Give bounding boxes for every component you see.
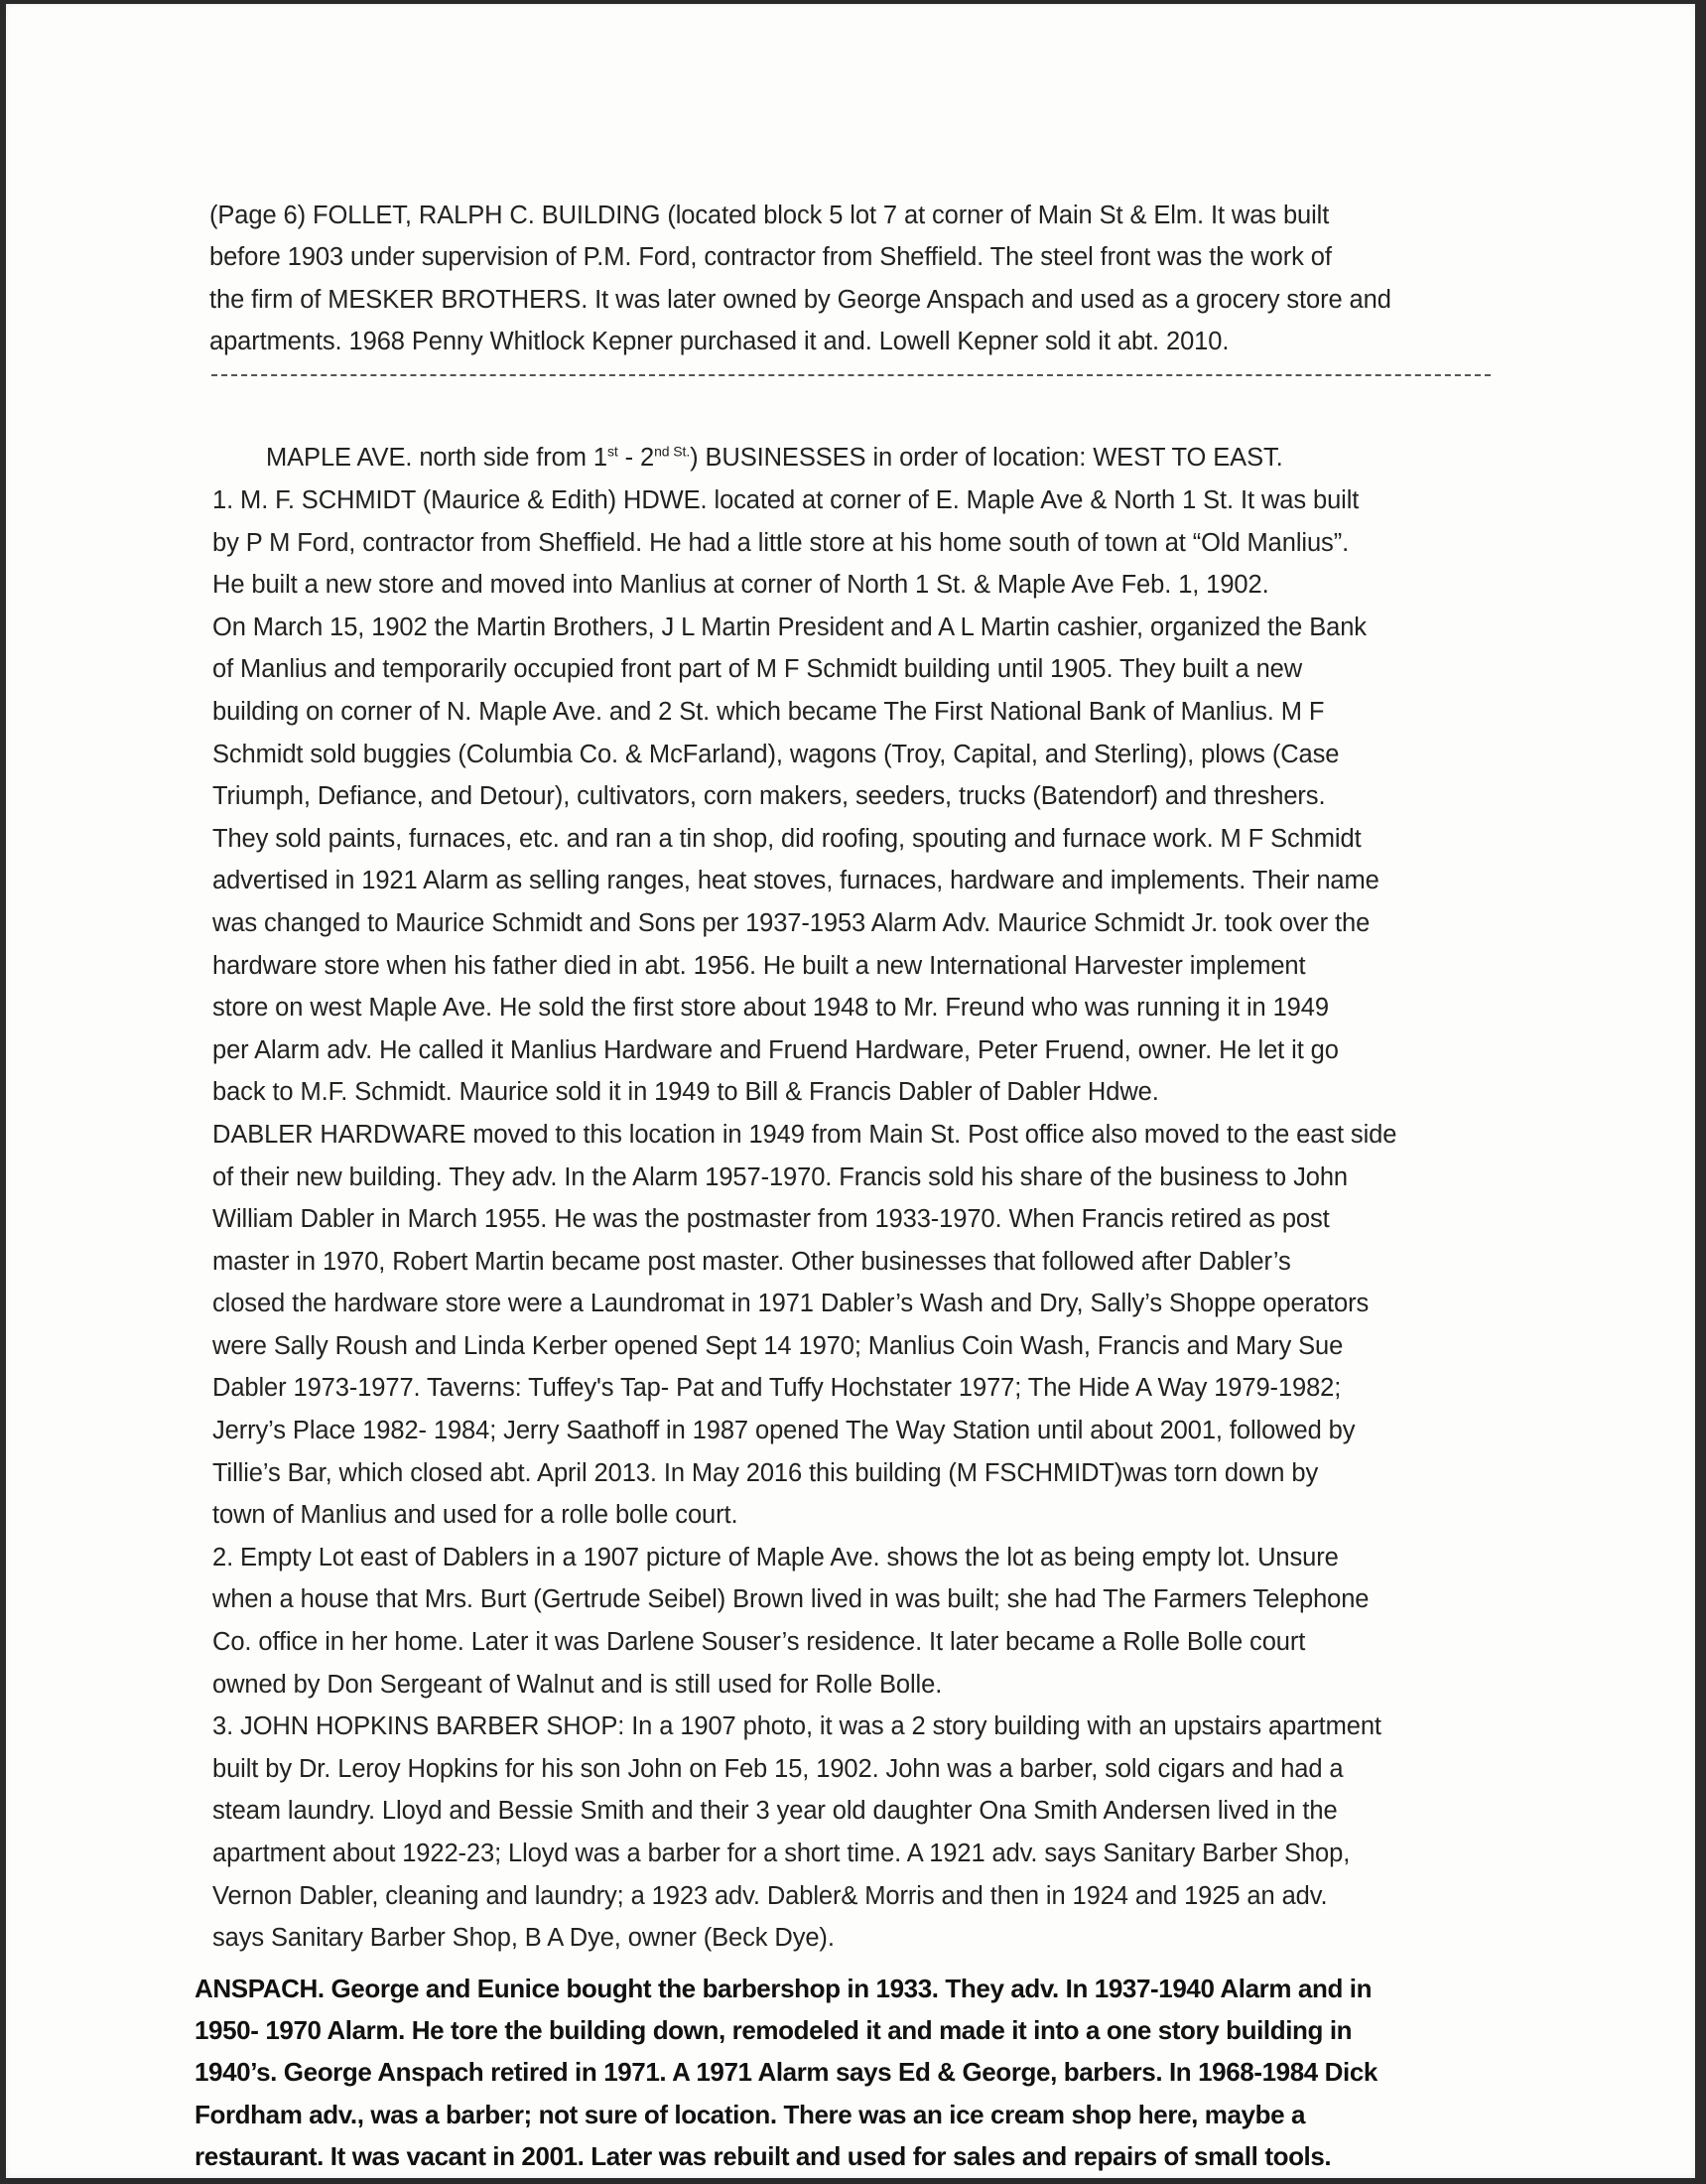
text-line: advertised in 1921 Alarm as selling ranges, heat stoves, furnaces, hardware and implements. Their name: [212, 867, 1379, 895]
text-line: restaurant. It was vacant in 2001. Later was rebuilt and used for sales and repairs of small tools.: [195, 2140, 1332, 2171]
text-line: by P M Ford, contractor from Sheffield. He had a little store at his home south of town at “Old Manlius”.: [212, 528, 1350, 557]
heading-sup-first: st: [606, 443, 618, 460]
text-line: was changed to Maurice Schmidt and Sons per 1937-1953 Alarm Adv. Maurice Schmidt Jr. took over the: [212, 908, 1371, 937]
text-line: Triumph, Defiance, and Detour), cultivators, corn makers, seeders, trucks (Batendorf) and threshers.: [212, 782, 1326, 811]
text-line: steam laundry. Lloyd and Bessie Smith and their 3 year old daughter Ona Smith Andersen lived in the: [212, 1797, 1338, 1826]
text-line: says Sanitary Barber Shop, B A Dye, owner (Beck Dye).: [212, 1924, 835, 1953]
text-line: of their new building. They adv. In the Alarm 1957-1970. Francis sold his share of the business to John: [212, 1162, 1349, 1191]
text-line: hardware store when his father died in abt. 1956. He built a new International Harvester implement: [212, 951, 1306, 980]
text-line: (Page 6) FOLLET, RALPH C. BUILDING (located block 5 lot 7 at corner of Main St & Elm. It was built: [209, 202, 1330, 229]
text-line: apartment about 1922-23; Lloyd was a barber for a short time. A 1921 adv. says Sanitary Barber Shop,: [212, 1840, 1351, 1867]
text-line: building on corner of N. Maple Ave. and 2 St. which became The First National Bank of Manlius. M F: [212, 697, 1325, 726]
text-line: Co. office in her home. Later it was Darlene Souser’s residence. It later became a Rolle Bolle court: [212, 1628, 1306, 1657]
text-line: before 1903 under supervision of P.M. Ford, contractor from Sheffield. The steel front was the work of: [209, 243, 1332, 272]
text-line: He built a new store and moved into Manlius at corner of North 1 St. & Maple Ave Feb. 1, 1902.: [212, 571, 1269, 600]
anspach-paragraph: [195, 1968, 1378, 2177]
ralph-follet-paragraph: [209, 195, 1391, 363]
text-line: town of Manlius and used for a rolle bolle court.: [212, 1501, 738, 1530]
heading-suffix: ) BUSINESSES in order of location: WEST TO EAST.: [690, 444, 1283, 472]
heading-prefix: MAPLE AVE. north side from 1: [266, 444, 607, 472]
text-line: 1940’s. George Anspach retired in 1971. A 1971 Alarm says Ed & George, barbers. In 1968-1984 Dick: [195, 2057, 1378, 2088]
text-line: 1. M. F. SCHMIDT (Maurice & Edith) HDWE. located at corner of E. Maple Ave & North 1 St. It was built: [212, 486, 1360, 514]
maple-ave-body: [212, 479, 1396, 1960]
text-line: DABLER HARDWARE moved to this location in 1949 from Main St. Post office also moved to the east side: [212, 1120, 1397, 1149]
text-line: On March 15, 1902 the Martin Brothers, J L Martin President and A L Martin cashier, organized the Bank: [212, 613, 1367, 641]
maple-ave-heading: [266, 437, 1283, 479]
text-line: closed the hardware store were a Laundromat in 1971 Dabler’s Wash and Dry, Sally’s Shoppe operators: [212, 1290, 1370, 1318]
heading-sup-second: nd St.: [654, 443, 691, 460]
text-line: Schmidt sold buggies (Columbia Co. & McFarland), wagons (Troy, Capital, and Sterling), plows (Case: [212, 740, 1340, 768]
text-line: store on west Maple Ave. He sold the first store about 1948 to Mr. Freund who was running it in 1949: [212, 994, 1329, 1023]
text-line: They sold paints, furnaces, etc. and ran a tin shop, did roofing, spouting and furnace work. M F Schmidt: [212, 824, 1362, 853]
text-line: 3. JOHN HOPKINS BARBER SHOP: In a 1907 photo, it was a 2 story building with an upstairs apartment: [212, 1712, 1381, 1741]
text-line: built by Dr. Leroy Hopkins for his son John on Feb 15, 1902. John was a barber, sold cigars and had a: [212, 1754, 1344, 1783]
text-line: 1950- 1970 Alarm. He tore the building down, remodeled it and made it into a one story building in: [195, 2015, 1353, 2046]
text-line: when a house that Mrs. Burt (Gertrude Seibel) Brown lived in was built; she had The Farmers Telephone: [212, 1585, 1370, 1614]
text-line: 2. Empty Lot east of Dablers in a 1907 picture of Maple Ave. shows the lot as being empty lot. Unsure: [212, 1543, 1339, 1571]
text-line: were Sally Roush and Linda Kerber opened Sept 14 1970; Manlius Coin Wash, Francis and Mary Sue: [212, 1331, 1344, 1360]
text-line: apartments. 1968 Penny Whitlock Kepner purchased it and. Lowell Kepner sold it abt. 2010.: [209, 328, 1230, 356]
dashed-separator: [211, 374, 1491, 376]
text-line: per Alarm adv. He called it Manlius Hardware and Fruend Hardware, Peter Fruend, owner. He let it go: [212, 1035, 1339, 1064]
text-line: Fordham adv., was a barber; not sure of location. There was an ice cream shop here, maybe a: [195, 2099, 1306, 2129]
text-line: Dabler 1973-1977. Taverns: Tuffey's Tap- Pat and Tuffy Hochstater 1977; The Hide A Way 1979-1982;: [212, 1374, 1342, 1403]
text-line: Jerry’s Place 1982- 1984; Jerry Saathoff in 1987 opened The Way Station until about 2001, followed by: [212, 1417, 1356, 1445]
text-line: back to M.F. Schmidt. Maurice sold it in 1949 to Bill & Francis Dabler of Dabler Hdwe.: [212, 1078, 1159, 1107]
text-line: Vernon Dabler, cleaning and laundry; a 1923 adv. Dabler& Morris and then in 1924 and 1925 an adv.: [212, 1881, 1328, 1910]
text-line: of Manlius and temporarily occupied front part of M F Schmidt building until 1905. They built a new: [212, 655, 1303, 684]
heading-middle: - 2: [617, 444, 655, 472]
text-line: owned by Don Sergeant of Walnut and is still used for Rolle Bolle.: [212, 1670, 943, 1699]
text-line: the firm of MESKER BROTHERS. It was later owned by George Anspach and used as a grocery store and: [209, 285, 1391, 314]
text-line: master in 1970, Robert Martin became post master. Other businesses that followed after Dabler’s: [212, 1247, 1291, 1276]
text-line: ANSPACH. George and Eunice bought the barbershop in 1933. They adv. In 1937-1940 Alarm and in: [195, 1974, 1373, 2003]
text-line: Tillie’s Bar, which closed abt. April 2013. In May 2016 this building (M FSCHMIDT)was torn down by: [212, 1458, 1319, 1487]
text-line: William Dabler in March 1955. He was the postmaster from 1933-1970. When Francis retired as post: [212, 1205, 1330, 1234]
document-page: [6, 4, 1695, 2178]
